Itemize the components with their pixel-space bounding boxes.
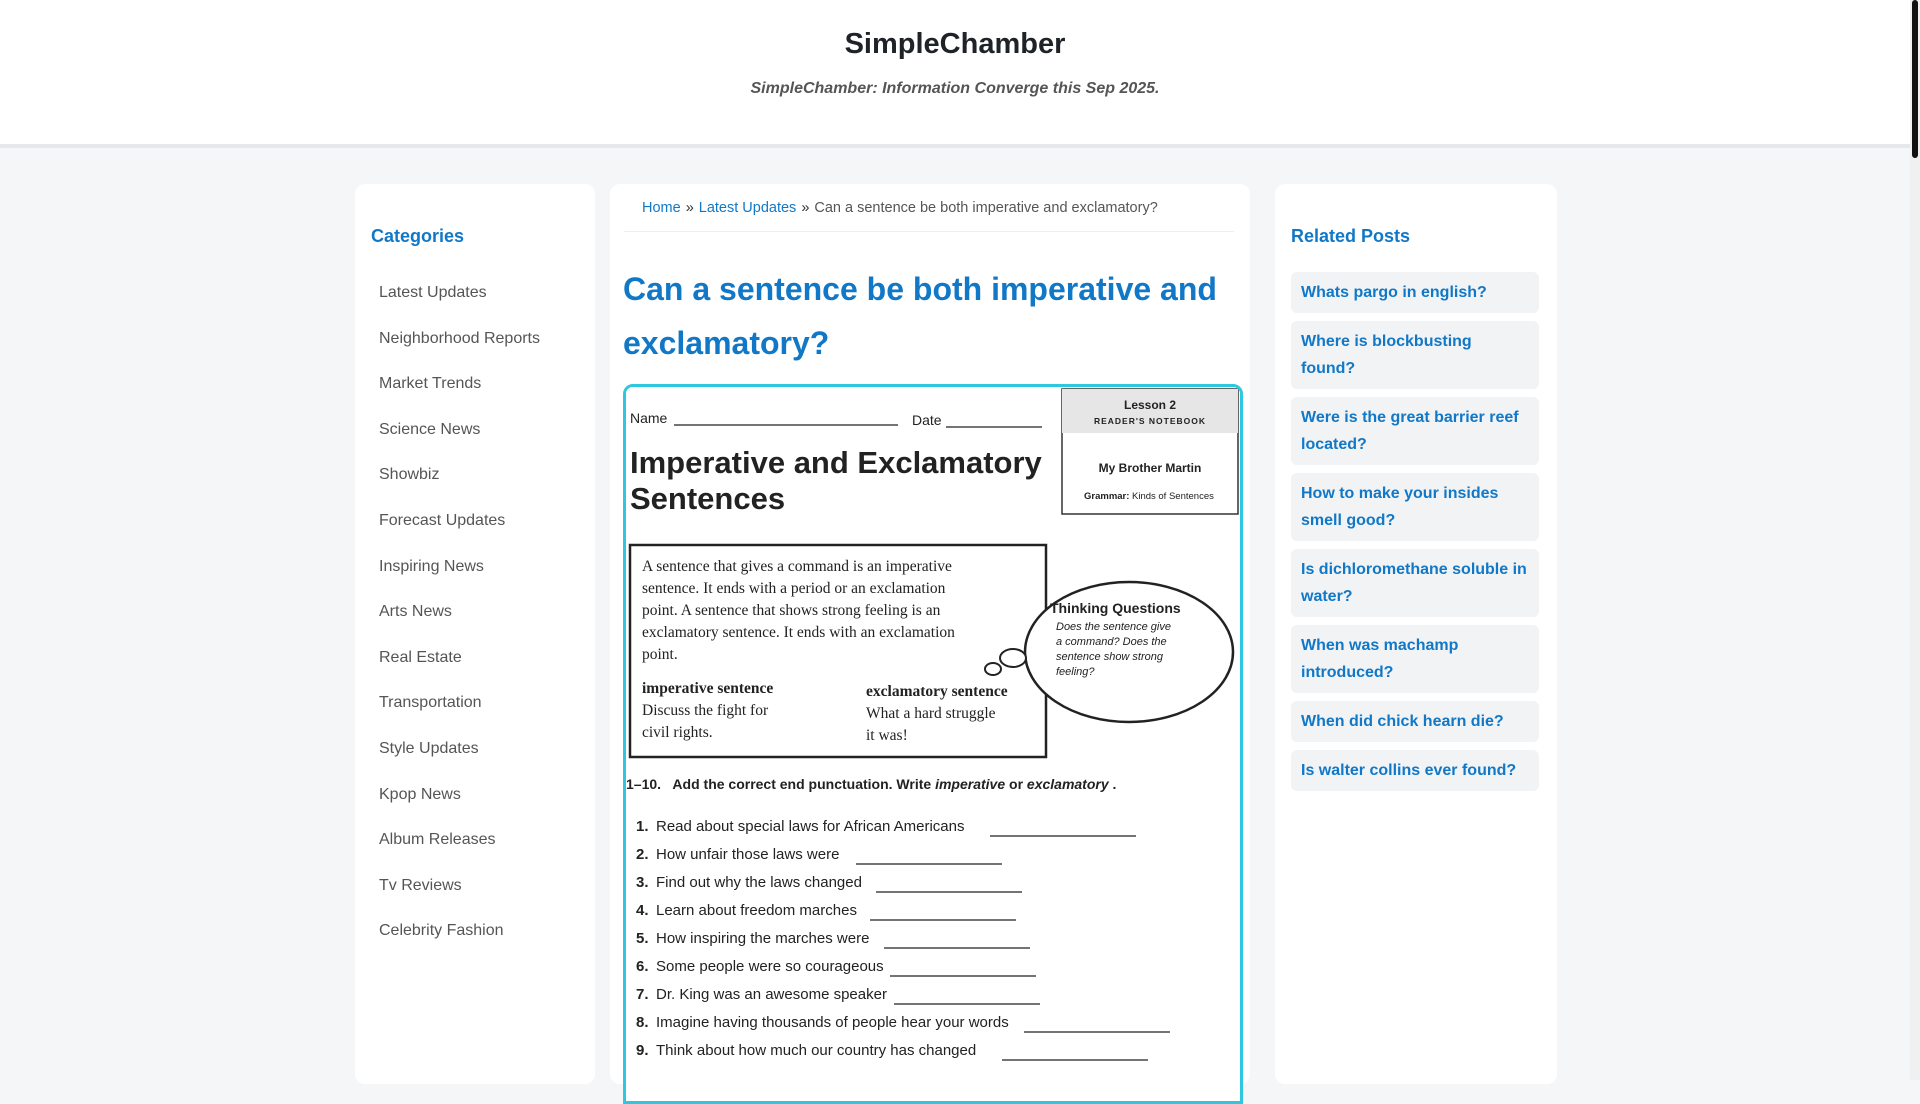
category-real-estate[interactable]: Real Estate — [379, 648, 462, 666]
worksheet-heading-line1: Imperative and Exclamatory — [630, 445, 1042, 480]
categories-sidebar — [355, 184, 595, 1084]
instruction-exclamatory: exclamatory — [1026, 776, 1109, 792]
category-transportation[interactable]: Transportation — [379, 694, 482, 712]
categories-list — [371, 270, 581, 954]
question-number: 2. — [636, 846, 649, 863]
worksheet-story: My Brother Martin — [1098, 461, 1202, 475]
question-text: Imagine having thousands of people hear your words — [656, 1014, 1009, 1031]
site-tagline: SimpleChamber: Information Converge this Sep 2025. — [750, 80, 1160, 97]
category-style-updates[interactable]: Style Updates — [379, 739, 479, 757]
question-text: Dr. King was an awesome speaker — [656, 986, 887, 1003]
thinking-question-line: sentence show strong — [1056, 651, 1164, 663]
worksheet-instruction — [626, 776, 1116, 792]
question-number: 4. — [636, 902, 649, 919]
worksheet-graphic — [626, 387, 1240, 1104]
instruction-imperative: imperative — [935, 776, 1006, 792]
question-number: 8. — [636, 1014, 649, 1031]
worksheet-grammar-topic: Kinds of Sentences — [1132, 491, 1214, 502]
thinking-question-line: Does the sentence give — [1056, 621, 1171, 633]
breadcrumb-home-link[interactable]: Home — [642, 199, 681, 216]
related-post-link[interactable]: When did chick hearn die? — [1291, 701, 1539, 742]
worksheet-exclamatory-example: it was! — [866, 727, 908, 744]
worksheet-rule-line: sentence. It ends with a period or an exclamation — [642, 580, 946, 597]
related-post-link[interactable]: Is dichloromethane soluble in water? — [1291, 549, 1539, 617]
worksheet-imperative-example: civil rights. — [642, 724, 713, 741]
site-header — [0, 0, 1910, 148]
related-posts-list — [1291, 272, 1539, 799]
instruction-text: Add the correct end punctuation. Write — [672, 776, 936, 792]
worksheet-lesson: Lesson 2 — [1123, 398, 1177, 412]
worksheet-heading-line2: Sentences — [630, 481, 786, 516]
related-post-link[interactable]: Where is blockbusting found? — [1291, 321, 1539, 389]
question-text: How inspiring the marches were — [656, 930, 870, 947]
question-number: 3. — [636, 874, 649, 891]
instruction-number: 1–10. — [626, 776, 662, 792]
related-posts-sidebar — [1275, 184, 1557, 1084]
question-number: 5. — [636, 930, 649, 947]
question-text: Learn about freedom marches — [656, 902, 857, 919]
category-science-news[interactable]: Science News — [379, 420, 481, 438]
breadcrumb-current: Can a sentence be both imperative and exclamatory? — [814, 199, 1158, 216]
breadcrumb-separator: » — [801, 199, 810, 216]
breadcrumb — [624, 184, 1234, 232]
related-posts-heading: Related Posts — [1291, 226, 1411, 246]
category-neighborhood-reports[interactable]: Neighborhood Reports — [379, 329, 540, 347]
question-text: Some people were so courageous — [656, 958, 884, 975]
categories-heading: Categories — [371, 226, 465, 246]
related-post-link[interactable]: Is walter collins ever found? — [1291, 750, 1539, 791]
category-tv-reviews[interactable]: Tv Reviews — [379, 876, 462, 894]
question-number: 7. — [636, 986, 649, 1003]
category-forecast-updates[interactable]: Forecast Updates — [379, 511, 506, 529]
category-latest-updates[interactable]: Latest Updates — [379, 284, 487, 301]
worksheet-notebook: READER'S NOTEBOOK — [1093, 416, 1207, 426]
category-celebrity-fashion[interactable]: Celebrity Fashion — [379, 922, 504, 940]
main-content — [610, 184, 1250, 1084]
worksheet-name-label: Name — [630, 410, 668, 426]
site-title[interactable]: SimpleChamber — [844, 28, 1066, 60]
category-arts-news[interactable]: Arts News — [379, 603, 452, 621]
worksheet-grammar-label: Grammar: — [1084, 491, 1130, 502]
question-number: 9. — [636, 1042, 649, 1059]
category-inspiring-news[interactable]: Inspiring News — [379, 557, 484, 575]
thinking-question-line: feeling? — [1056, 666, 1095, 678]
related-post-link[interactable]: Whats pargo in english? — [1291, 272, 1539, 313]
worksheet-image — [623, 384, 1243, 1104]
related-post-link[interactable]: Were is the great barrier reef located? — [1291, 397, 1539, 465]
worksheet-date-label: Date — [912, 412, 942, 428]
instruction-end: . — [1112, 776, 1117, 792]
worksheet-exclamatory-label: exclamatory sentence — [866, 683, 1008, 700]
related-post-link[interactable]: How to make your insides smell good? — [1291, 473, 1539, 541]
worksheet-imperative-label: imperative sentence — [642, 680, 774, 697]
scrollbar-thumb[interactable] — [1912, 0, 1918, 158]
worksheet-rule-line: point. A sentence that shows strong feeling is an — [642, 602, 941, 619]
question-text: Read about special laws for African Americans — [656, 818, 965, 835]
scrollbar-track[interactable] — [1910, 0, 1920, 1080]
worksheet-imperative-example: Discuss the fight for — [642, 702, 769, 719]
instruction-or: or — [1009, 776, 1027, 792]
worksheet-exclamatory-example: What a hard struggle — [866, 705, 996, 722]
worksheet-rule-line: exclamatory sentence. It ends with an exclamation — [642, 624, 955, 641]
question-number: 1. — [636, 818, 649, 835]
related-post-link[interactable]: When was machamp introduced? — [1291, 625, 1539, 693]
thinking-question-line: a command? Does the — [1056, 636, 1167, 648]
thinking-questions-title: Thinking Questions — [1050, 600, 1181, 616]
category-showbiz[interactable]: Showbiz — [379, 466, 440, 484]
worksheet-rule-line: A sentence that gives a command is an imperative — [642, 558, 952, 575]
post-title: Can a sentence be both imperative and exclamatory? — [623, 271, 1217, 361]
category-album-releases[interactable]: Album Releases — [379, 831, 496, 849]
question-text: Find out why the laws changed — [656, 874, 862, 891]
question-number: 6. — [636, 958, 649, 975]
category-kpop-news[interactable]: Kpop News — [379, 785, 461, 803]
worksheet-rule-line: point. — [642, 646, 678, 663]
question-text: How unfair those laws were — [656, 846, 840, 863]
breadcrumb-category-link[interactable]: Latest Updates — [698, 199, 797, 216]
category-market-trends[interactable]: Market Trends — [379, 375, 482, 393]
breadcrumb-separator: » — [685, 199, 694, 216]
question-text: Think about how much our country has changed — [656, 1042, 977, 1059]
